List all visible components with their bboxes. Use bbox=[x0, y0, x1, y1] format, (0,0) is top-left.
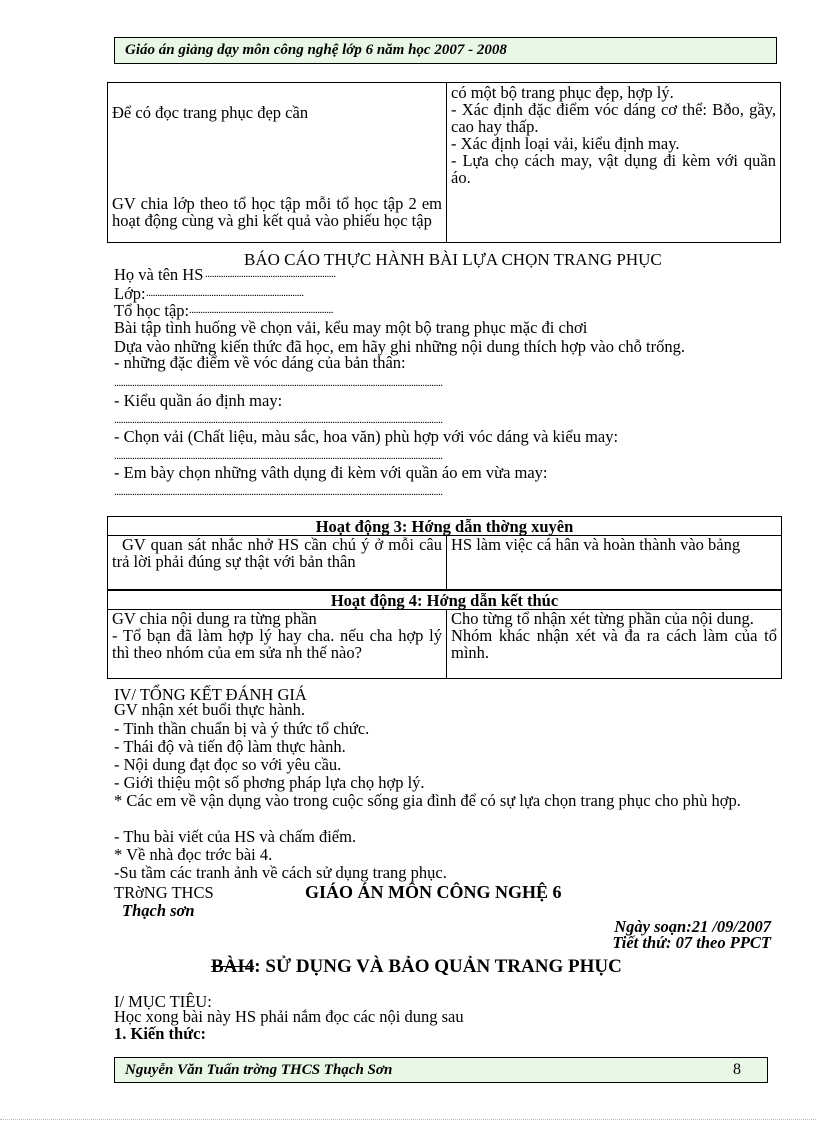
table1-left-bottom: GV chia lớp theo tổ học tập mỗi tổ học tập 2 em hoạt động cùng và ghi kết quả vào phiếu học tập bbox=[112, 194, 442, 230]
table1-right-line: - Xác định đặc điểm vóc dáng cơ thể: Bðo, gầy, cao hay thấp. bbox=[451, 100, 776, 136]
summary-heading: IV/ TỔNG KẾT ĐÁNH GIÁ bbox=[114, 685, 307, 704]
footer-banner bbox=[114, 1057, 768, 1083]
activity4-right-line: Nhóm khác nhận xét và đa ra cách làm của tổ mình. bbox=[451, 626, 777, 662]
activity3-right-text: HS làm việc cá hân và hoàn thành vào bảng bbox=[451, 535, 741, 554]
footer-text: Nguyễn Văn Tuấn trờng THCS Thạch Sơn bbox=[125, 1062, 393, 1078]
table1-left-top: Để có đọc trang phục đẹp cần bbox=[112, 103, 309, 122]
report-q2-dots: .................................................................................................................................................. bbox=[114, 414, 443, 426]
table1-right-cell bbox=[446, 82, 781, 243]
report-q1: - những đặc điểm về vóc dáng của bản thân: bbox=[114, 353, 406, 372]
summary-line2: -Su tầm các tranh ảnh về cách sử dụng trang phục. bbox=[114, 863, 447, 882]
activity4-left-line: GV chia nội dung ra từng phần bbox=[112, 609, 317, 628]
lesson-bai: BÀI4 bbox=[211, 956, 255, 977]
report-q4: - Em bày chọn những vâth dụng đi kèm với quần áo em vừa may: bbox=[114, 463, 548, 482]
school-name: TRờNG THCS bbox=[114, 883, 214, 902]
page-number: 8 bbox=[733, 1061, 741, 1078]
lesson-bai-heading bbox=[211, 958, 622, 975]
activity4-title: Hoạt động 4: Hớng dẫn kết thúc bbox=[107, 590, 782, 610]
activity3-right-cell bbox=[446, 535, 782, 590]
table1-right-line: có một bộ trang phục đẹp, hợp lý. bbox=[451, 83, 674, 102]
report-group-label: Tổ học tập: bbox=[114, 301, 190, 320]
report-name-dots: .......................................................... bbox=[205, 268, 336, 280]
header-text: Giáo án giảng dạy môn công nghệ lớp 6 năm học 2007 - 2008 bbox=[125, 42, 507, 58]
header-banner bbox=[114, 37, 777, 64]
summary-line: - Giới thiệu một số phơng pháp lựa chọ hợp lý. bbox=[114, 773, 425, 792]
report-class-dots: ...................................................................... bbox=[146, 287, 304, 299]
report-q2: - Kiểu quần áo định may: bbox=[114, 391, 283, 410]
table1-right-line: - Lựa chọ cách may, vật dụng đi kèm với quần áo. bbox=[451, 151, 776, 187]
activity4-right-line: Cho từng tổ nhận xét từng phần của nội dung. bbox=[451, 609, 754, 628]
activity4-left-line: - Tổ bạn đã làm hợp lý hay cha. nếu cha hợp lý thì theo nhóm của em sửa nh thế nào? bbox=[112, 626, 442, 662]
objectives-heading: I/ MỤC TIÊU: bbox=[114, 992, 212, 1011]
lesson-title: GIÁO ÁN MÔN CÔNG NGHỆ 6 bbox=[305, 882, 562, 902]
activity4-left-cell bbox=[107, 609, 447, 679]
activity4-right-cell bbox=[446, 609, 782, 679]
activity3-title: Hoạt động 3: Hớng dẫn thờng xuyên bbox=[107, 516, 782, 536]
report-name-label: Họ và tên HS bbox=[114, 265, 204, 284]
summary-line2: * Về nhà đọc trớc bài 4. bbox=[114, 845, 273, 864]
report-q1-dots: .................................................................................................................................................. bbox=[114, 377, 443, 389]
table1-right-line: - Xác định loại vải, kiểu định may. bbox=[451, 134, 680, 153]
lesson-period: Tiết thứ: 07 theo PPCT bbox=[612, 933, 771, 952]
report-class-label: Lớp: bbox=[114, 284, 146, 303]
report-q4-dots: .................................................................................................................................................. bbox=[114, 486, 443, 498]
activity3-left-cell bbox=[107, 535, 447, 590]
summary-line: GV nhận xét buổi thực hành. bbox=[114, 700, 306, 719]
objectives-text: Học xong bài này HS phải nắm đọc các nội dung sau bbox=[114, 1007, 464, 1026]
page-edge-divider bbox=[0, 1119, 816, 1120]
summary-line: - Thái độ và tiến độ làm thực hành. bbox=[114, 737, 346, 756]
report-q3: - Chọn vải (Chất liệu, màu sắc, hoa văn) phù hợp với vóc dáng và kiểu may: bbox=[114, 427, 619, 446]
report-group-dots: ................................................................ bbox=[189, 304, 333, 316]
summary-note: * Các em về vận dụng vào trong cuộc sống gia đình để có sự lựa chọn trang phục cho phù hợp. bbox=[114, 791, 741, 810]
report-exercise: Bài tập tình huống về chọn vải, kểu may một bộ trang phục mặc đi chơi bbox=[114, 318, 588, 337]
lesson-bai-title: : SỬ DỤNG VÀ BẢO QUẢN TRANG PHỤC bbox=[254, 956, 622, 977]
summary-line: - Nội dung đạt đọc so với yêu cầu. bbox=[114, 755, 342, 774]
summary-line: - Tinh thần chuẩn bị và ý thức tổ chức. bbox=[114, 719, 370, 738]
activity3-left-text: GV quan sát nhắc nhở HS cần chú ý ở mỗi câu trả lời phải đúng sự thật với bản thân bbox=[112, 535, 442, 571]
report-instruction: Dựa vào những kiến thức đã học, em hãy ghi những nội dung thích hợp vào chỗ trống. bbox=[114, 337, 686, 356]
report-q3-dots: .................................................................................................................................................. bbox=[114, 450, 443, 462]
school-name-2: Thạch sơn bbox=[122, 901, 195, 920]
report-title: BÁO CÁO THỰC HÀNH BÀI LỰA CHỌN TRANG PHỤC bbox=[244, 250, 662, 269]
summary-line2: - Thu bài viết của HS và chấm điểm. bbox=[114, 827, 357, 846]
knowledge-heading: 1. Kiến thức: bbox=[114, 1024, 206, 1043]
table1-left-cell bbox=[107, 82, 447, 243]
lesson-date: Ngày soạn:21 /09/2007 bbox=[614, 917, 771, 936]
